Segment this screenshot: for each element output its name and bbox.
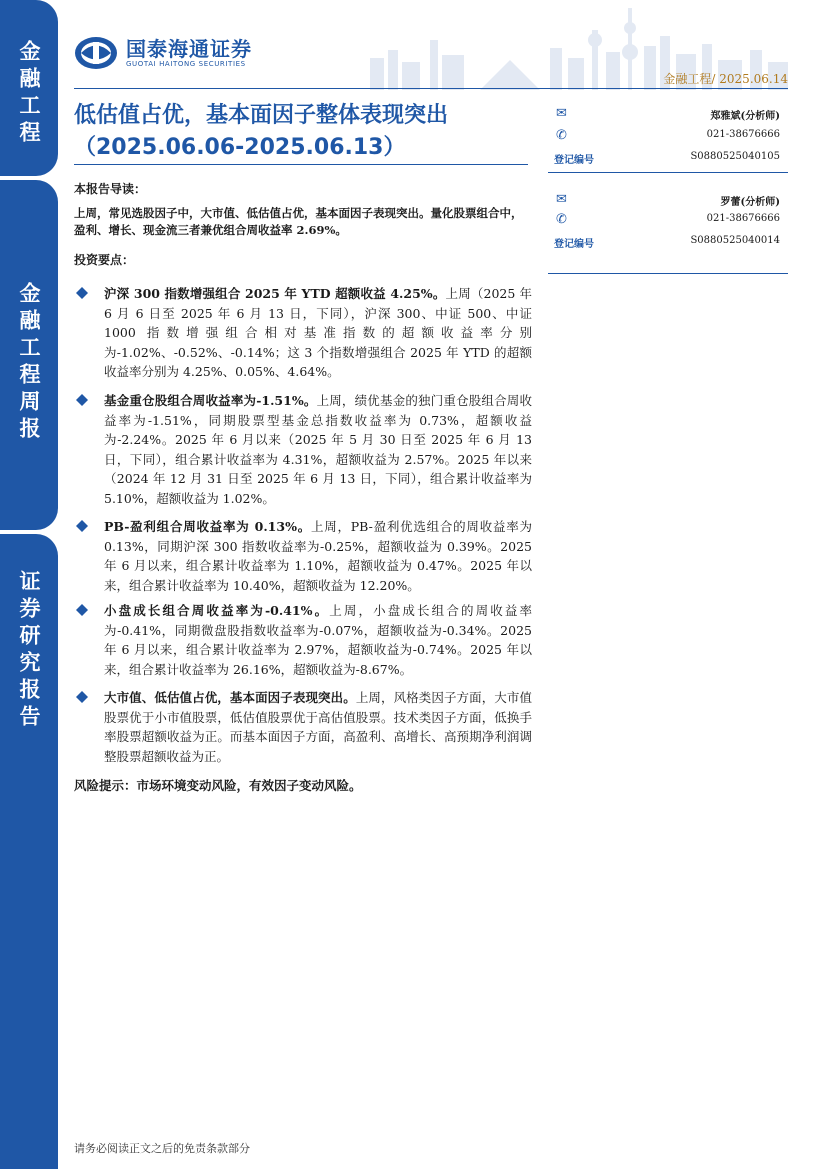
analyst-rule — [548, 273, 788, 274]
list-item-text — [104, 391, 532, 509]
list-item-body: 上周，小盘成长组合的周收益率为-0.41%，同期微盘股指数收益率为-0.07%，超额收益为-0.34%。2025 年 6 月以来，组合累计收益率为 2.97%，超额收益为-0.74%。2025 年以来，组合累计收益率为 26.16%，超额收益为-8.67%。 — [104, 603, 532, 677]
registration-label: 登记编号 — [554, 155, 594, 166]
list-item-text — [104, 517, 532, 595]
bullet-icon — [76, 394, 88, 406]
report-title-line1: 低估值占优，基本面因子整体表现突出 — [74, 103, 449, 128]
bullet-icon — [76, 691, 88, 703]
phone-icon: ✆ — [556, 128, 567, 143]
left-sidebar — [0, 0, 58, 1169]
list-item-text — [104, 688, 532, 766]
sidebar-tag-category — [0, 0, 58, 176]
report-title-line2: （2025.06.06-2025.06.13） — [74, 135, 406, 160]
company-logo — [74, 36, 252, 70]
sidebar-tag-research — [0, 534, 58, 1169]
analyst-name: 郑雅斌(分析师) — [710, 111, 780, 122]
list-item-body: 上周，PB-盈利优选组合的周收益率为 0.13%，同期沪深 300 指数收益率为-0.25%，超额收益为 0.39%。2025 年 6 月以来，组合累计收益率为 1.10%，超额收益为 0.47%。2025 年以来，组合累计收益率为 10.40%，超额收益为 12.20%。 — [104, 519, 532, 593]
sidebar-tag-report-type-text: 金融工程周报 — [17, 282, 41, 444]
logo-english-name: GUOTAI HAITONG SECURITIES — [126, 60, 246, 68]
bullet-icon — [76, 604, 88, 616]
registration-number: S0880525040105 — [690, 151, 780, 162]
logo-mark-icon — [74, 36, 118, 70]
list-item-highlight: 沪深 300 指数增强组合 2025 年 YTD 超额收益 4.25%。 — [104, 286, 446, 301]
list-item-highlight: 小盘成长组合周收益率为-0.41%。 — [104, 603, 330, 618]
list-item — [74, 284, 532, 382]
list-item — [74, 517, 532, 595]
email-icon: ✉ — [556, 192, 567, 207]
sidebar-tag-category-text: 金融工程 — [17, 40, 41, 148]
bullet-icon — [76, 287, 88, 299]
analyst-name: 罗蕾(分析师) — [720, 197, 780, 208]
list-item-highlight: PB-盈利组合周收益率为 0.13%。 — [104, 519, 311, 534]
email-icon: ✉ — [556, 106, 567, 121]
list-item — [74, 688, 532, 766]
analyst-phone: 021-38676666 — [706, 213, 780, 224]
registration-label: 登记编号 — [554, 239, 594, 250]
phone-icon: ✆ — [556, 212, 567, 227]
sidebar-tag-research-text: 证券研究报告 — [17, 570, 41, 732]
list-item — [74, 601, 532, 679]
analyst-rule — [548, 172, 788, 173]
registration-number: S0880525040014 — [690, 235, 780, 246]
list-item-highlight: 大市值、低估值占优，基本面因子表现突出。 — [104, 690, 356, 705]
analyst-phone: 021-38676666 — [706, 129, 780, 140]
logo-chinese-name: 国泰海通证券 — [126, 37, 252, 61]
title-rule — [74, 164, 528, 165]
header-rule — [74, 88, 788, 89]
list-item-highlight: 基金重仓股组合周收益率为-1.51%。 — [104, 393, 317, 408]
risk-warning: 风险提示：市场环境变动风险，有效因子变动风险。 — [74, 778, 362, 793]
sidebar-tag-report-type — [0, 180, 58, 530]
intro-heading: 本报告导读： — [74, 182, 147, 196]
header-category-date: 金融工程/ 2025.06.14 — [663, 72, 788, 86]
bullet-icon — [76, 520, 88, 532]
list-item-text — [104, 601, 532, 679]
list-item — [74, 391, 532, 509]
report-title — [74, 100, 448, 164]
intro-text: 上周，常见选股因子中，大市值、低估值占优，基本面因子表现突出。量化股票组合中，盈利、增长、现金流三者兼优组合周收益率 2.69%。 — [74, 206, 523, 237]
disclaimer-footer: 请务必阅读正文之后的免责条款部分 — [74, 1142, 250, 1155]
list-item-body: 上周，风格类因子方面，大市值股票优于小市值股票，低估值股票优于高估值股票。技术类因子方面，低换手率股票超额收益为正。而基本面因子方面，高盈利、高增长、高预期净利润调整股票超额收益为正。 — [104, 690, 532, 764]
list-item-body: 上周，绩优基金的独门重仓股组合周收益率为-1.51%，同期股票型基金总指数收益率为 0.73%，超额收益为-2.24%。2025 年 6 月以来（2025 年 5 月 30 日至 2025 年 6 月 13 日，下同），组合累计收益率为 4.31%，超额收益为 2.57%。2025 年以来（2024 年 12 月 31 日至 2025 年 6 月 13 日，下同），组合累计收益率为 5.10%，超额收益为 1.02%。 — [104, 393, 532, 506]
list-item-body: 上周（2025 年 6 月 6 日至 2025 年 6 月 13 日，下同），沪深 300、中证 500、中证 1000 指数增强组合相对基准指数的超额收益率分别为-1.02%、-0.52%、-0.14%；这 3 个指数增强组合 2025 年 YTD 的超额收益率分别为 4.25%、0.05%、4.64%。 — [104, 286, 532, 380]
list-item-text — [104, 284, 532, 382]
key-points-heading: 投资要点： — [74, 253, 135, 267]
